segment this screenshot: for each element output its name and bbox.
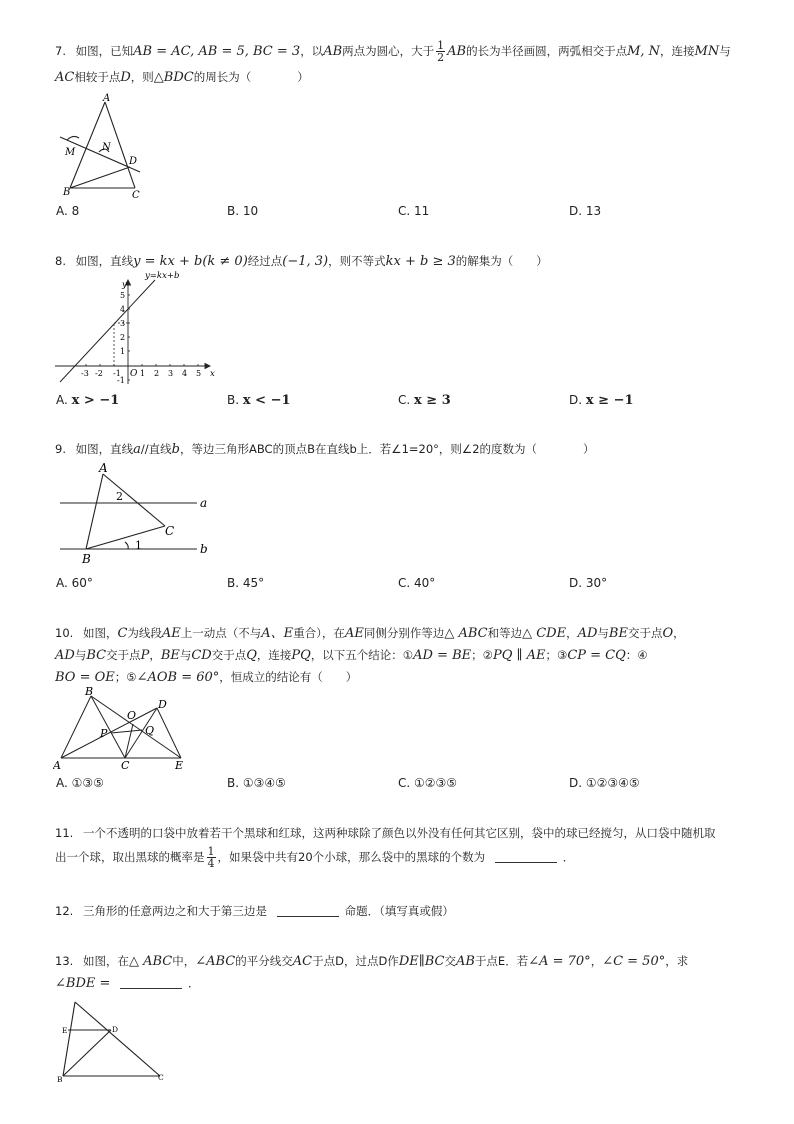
q7-option-a[interactable]: A. 8 — [56, 204, 80, 218]
q10-label-o: O — [127, 709, 137, 722]
q9-stem: 9. 如图，直线a//直线b，等边三角形ABC的顶点B在直线b上．若∠1=20°，则∠2的度数为（ ） — [55, 442, 595, 457]
q8-xtick: 1 — [140, 369, 146, 378]
q13-answer-blank[interactable] — [120, 976, 182, 989]
q7-option-c[interactable]: C. 11 — [398, 204, 430, 218]
q11-answer-blank[interactable] — [495, 850, 557, 863]
q8-xtick: 3 — [168, 369, 174, 378]
q10-stem-line3: BO = OE；⑤∠AOB = 60°，恒成立的结论有（ ） — [55, 670, 358, 685]
q7-label-a: A — [103, 93, 111, 104]
fraction-one-quarter: $\frac{1}{4}$ — [207, 845, 215, 870]
q8-xtick: -3 — [81, 369, 89, 378]
q13-label-d: D — [112, 1025, 119, 1034]
q10-label-e: E — [175, 759, 184, 772]
q9-label-line-a: a — [200, 496, 208, 510]
q7-label-n: N — [102, 142, 111, 153]
q7-option-d[interactable]: D. 13 — [569, 204, 602, 218]
q9-label-a: A — [99, 461, 108, 475]
q7-figure — [55, 92, 155, 202]
q9-option-a[interactable]: A. 60° — [56, 576, 93, 590]
q10-label-q: Q — [145, 724, 155, 737]
q8-ytick: 1 — [120, 347, 126, 356]
q8-option-c[interactable]: C. x ≥ 3 — [398, 393, 451, 408]
q13-stem-line1: 13. 如图，在△ ABC中，∠ABC的平分线交AC于点D，过点D作DE∥BC交AB于点E．若∠A = 70°，∠C = 50°，求 — [55, 954, 689, 969]
q9-option-c[interactable]: C. 40° — [398, 576, 436, 590]
q8-ytick: -1 — [117, 376, 125, 385]
q7-label-c: C — [132, 190, 140, 201]
q8-xtick: 5 — [196, 369, 202, 378]
q10-label-d: D — [158, 698, 167, 711]
q8-option-d[interactable]: D. x ≥ −1 — [569, 393, 634, 408]
q10-option-d[interactable]: D. ①②③④⑤ — [569, 776, 640, 790]
q7-label-b: B — [63, 187, 71, 198]
q8-xtick: 2 — [154, 369, 160, 378]
q8-xtick: -2 — [95, 369, 103, 378]
q10-option-c[interactable]: C. ①②③⑤ — [398, 776, 458, 790]
q9-option-b[interactable]: B. 45° — [227, 576, 265, 590]
q12-answer-blank[interactable] — [277, 904, 339, 917]
q13-stem-line2: ∠BDE = ． — [55, 976, 200, 991]
q9-option-d[interactable]: D. 30° — [569, 576, 608, 590]
q10-option-b[interactable]: B. ①③④⑤ — [227, 776, 286, 790]
q8-stem: 8. 如图，直线y = kx + b(k ≠ 0)经过点(−1, 3)，则不等式kx + b ≥ 3的解集为（ ） — [55, 254, 548, 269]
q10-label-a: A — [53, 759, 61, 772]
q8-origin-label: O — [130, 369, 138, 379]
q7-label-d: D — [129, 156, 138, 167]
q8-ytick: 3 — [120, 319, 126, 328]
q10-option-a[interactable]: A. ①③⑤ — [56, 776, 104, 790]
q9-figure — [55, 460, 220, 570]
q7-option-b[interactable]: B. 10 — [227, 204, 259, 218]
q8-graph — [55, 270, 220, 388]
q9-label-line-b: b — [200, 542, 208, 556]
fraction-one-half: $\frac{1}{2}$ — [437, 39, 445, 64]
q13-label-e: E — [62, 1026, 68, 1035]
q8-x-axis-label: x — [210, 369, 215, 379]
q8-option-b[interactable]: B. x < −1 — [227, 393, 291, 408]
q7-stem-line2: AC相较于点D，则△BDC的周长为（ ） — [55, 70, 309, 85]
q10-figure — [53, 686, 193, 772]
q10-label-b: B — [85, 686, 94, 698]
q9-label-c: C — [165, 524, 175, 538]
q9-label-b: B — [82, 552, 91, 566]
q11-stem-line2: 出一个球，取出黑球的概率是 $\frac{1}{4}$ ，如果袋中共有20个小球，那么袋中的黑球的个数为 ． — [55, 845, 575, 870]
q13-figure — [55, 1000, 170, 1086]
q13-label-c: C — [158, 1073, 164, 1082]
q12-stem: 12. 三角形的任意两边之和大于第三边是 命题．（填写真或假） — [55, 904, 454, 918]
q9-angle-2: 2 — [116, 490, 123, 503]
q8-xtick: 4 — [182, 369, 188, 378]
q7-stem: 7. 如图，已知AB = AC, AB = 5, BC = 3，以AB两点为圆心，大于 $\frac{1}{2}$ AB的长为半径画圆，两弧相交于点M, N，连接MN与 — [55, 39, 731, 64]
q8-option-a[interactable]: A. x > −1 — [56, 393, 120, 408]
q10-stem-line2: AD与BC交于点P，BE与CD交于点Q，连接PQ，以下五个结论：①AD = BE；②PQ ∥ AE；③CP = CQ：④ — [55, 648, 648, 663]
q11-stem-line1: 11. 一个不透明的口袋中放着若干个黑球和红球，这两种球除了颜色以外没有任何其它区别，袋中的球已经搅匀，从口袋中随机取 — [55, 826, 716, 840]
q10-label-c: C — [121, 759, 130, 772]
q7-label-m: M — [65, 147, 76, 158]
q8-line-label: y=kx+b — [145, 271, 180, 281]
q8-y-axis-label: y — [122, 280, 127, 290]
q13-label-b: B — [57, 1075, 63, 1084]
q8-xtick: -1 — [113, 369, 121, 378]
q8-ytick: 5 — [120, 291, 126, 300]
q8-ytick: 2 — [120, 333, 126, 342]
q8-function-line — [60, 280, 155, 382]
q8-ytick: 4 — [120, 305, 126, 314]
q10-stem-line1: 10. 如图，C为线段AE上一动点（不与A、E重合），在AE同侧分别作等边△ ABC和等边△ CDE，AD与BE交于点O， — [55, 626, 685, 641]
q10-label-p: P — [100, 727, 108, 740]
q9-angle-1: 1 — [135, 539, 142, 552]
